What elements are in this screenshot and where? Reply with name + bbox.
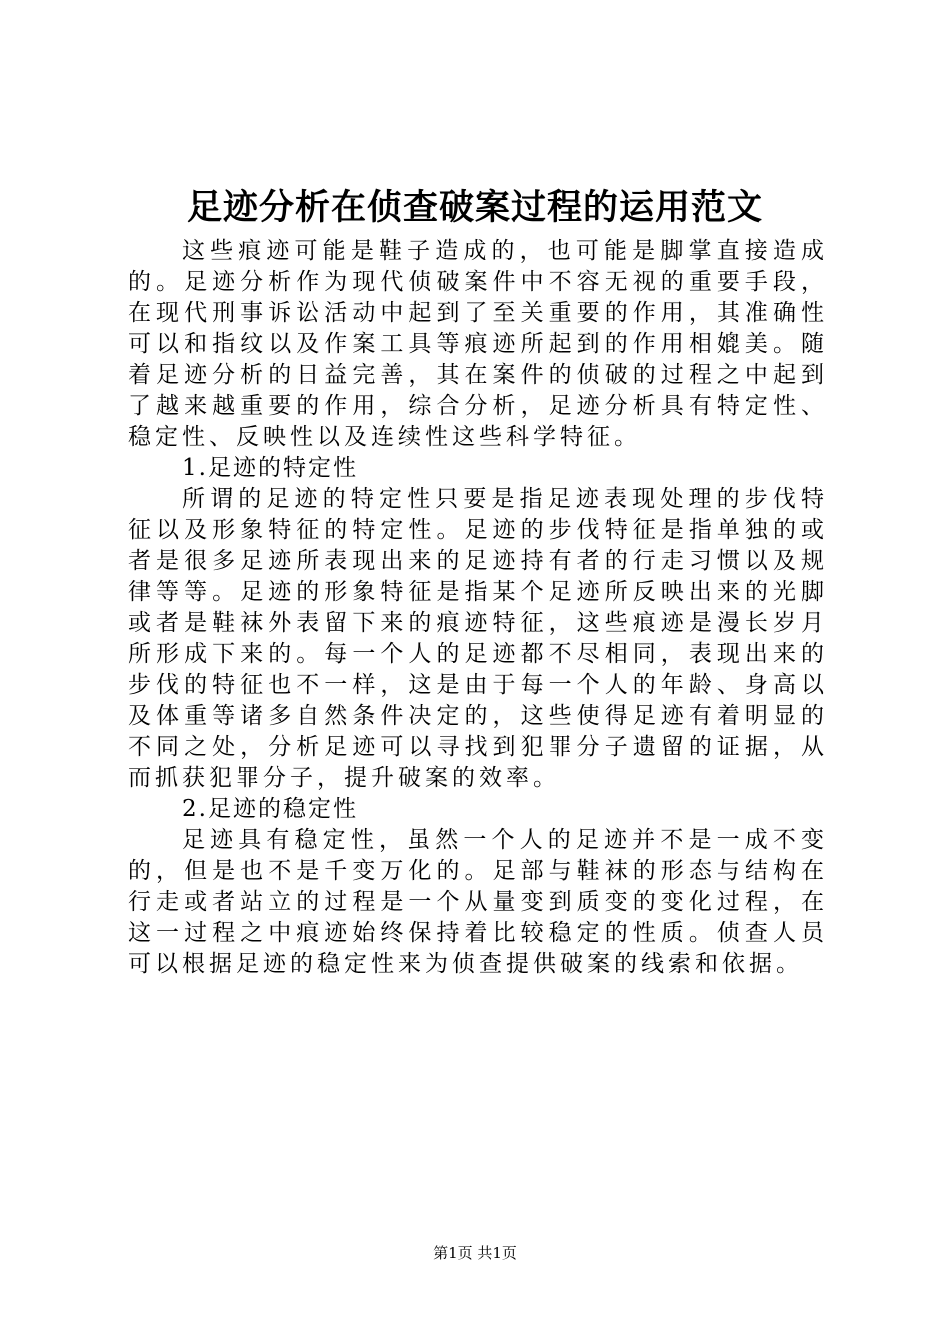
section-heading-specificity: 1.足迹的特定性 [182,455,358,481]
page-footer: 第1页 共1页 [433,1244,517,1262]
document-title: 足迹分析在侦查破案过程的运用范文 [186,187,763,228]
section-text-specificity: 所谓的足迹的特定性只要是指足迹表现处理的步伐特征以及形象特征的特定性。足迹的步伐特征是指单独的或者是很多足迹所表现出来的足迹持有者的行走习惯以及规律等等。足迹的形象特征是指某个足迹所反映出来的光脚或者是鞋袜外表留下来的痕迹特征，这些痕迹是漫长岁月所形成下来的。每一个人的足迹都不尽相同，表现出来的步伐的特征也不一样，这是由于每一个人的年龄、身高以及体重等诸多自然条件决定的，这些使得足迹有着明显的不同之处，分析足迹可以寻找到犯罪分子遗留的证据，从而抓获犯罪分子，提升破案的效率。 [128,486,828,791]
section-heading-stability: 2.足迹的稳定性 [182,796,358,822]
section-text-stability: 足迹具有稳定性，虽然一个人的足迹并不是一成不变的，但是也不是千变万化的。足部与鞋袜的形态与结构在行走或者站立的过程是一个从量变到质变的变化过程，在这一过程之中痕迹始终保持着比较稳定的性质。侦查人员可以根据足迹的稳定性来为侦查提供破案的线索和依据。 [128,827,828,977]
document-body [128,236,828,980]
intro-paragraph: 这些痕迹可能是鞋子造成的，也可能是脚掌直接造成的。足迹分析作为现代侦破案件中不容无视的重要手段，在现代刑事诉讼活动中起到了至关重要的作用，其准确性可以和指纹以及作案工具等痕迹所起到的作用相媲美。随着足迹分析的日益完善，其在案件的侦破的过程之中起到了越来越重要的作用，综合分析，足迹分析具有特定性、稳定性、反映性以及连续性这些科学特征。 [128,238,828,450]
